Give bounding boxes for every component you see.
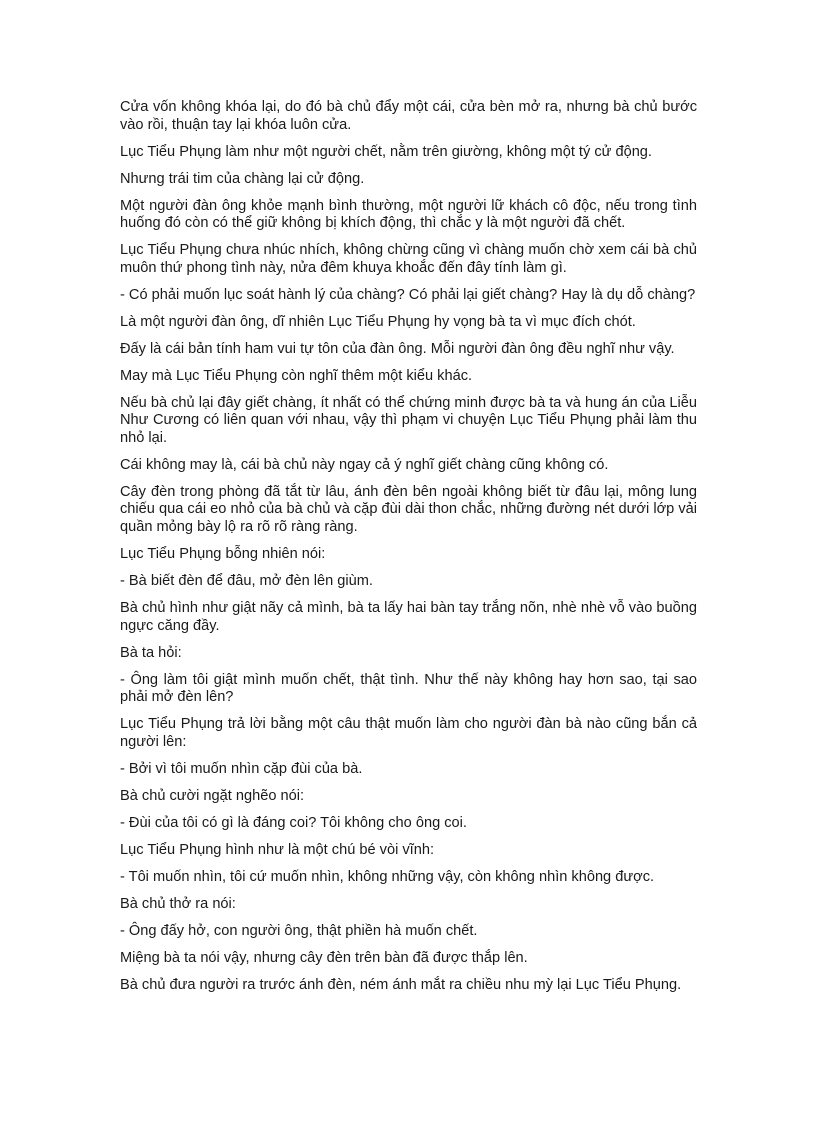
paragraph: Bà chủ cười ngặt nghẽo nói: xyxy=(120,787,305,804)
paragraph: May mà Lục Tiểu Phụng còn nghĩ thêm một kiểu khác. xyxy=(120,367,473,384)
paragraph: - Ông làm tôi giật mình muốn chết, thật tình. Như thế này không hay hơn sao, tại sao phải mở đèn lên? xyxy=(120,671,697,706)
paragraph: Nhưng trái tim của chàng lại cử động. xyxy=(120,170,365,187)
paragraph: Lục Tiểu Phụng bỗng nhiên nói: xyxy=(120,545,326,562)
paragraph: Là một người đàn ông, dĩ nhiên Lục Tiểu Phụng hy vọng bà ta vì mục đích chót. xyxy=(120,313,636,330)
paragraph: - Có phải muốn lục soát hành lý của chàng? Có phải lại giết chàng? Hay là dụ dỗ chàng? xyxy=(120,286,696,303)
paragraph: Cây đèn trong phòng đã tắt từ lâu, ánh đèn bên ngoài không biết từ đâu lại, mông lung chiếu qua cái eo nhỏ của bà chủ và cặp đùi dài thon chắc, những đường nét dưới lớp vải quần mỏng bày lộ ra rõ rõ ràng ràng. xyxy=(120,483,697,535)
paragraph: Lục Tiểu Phụng làm như một người chết, nằm trên giường, không một tý cử động. xyxy=(120,143,652,160)
paragraph: Bà chủ đưa người ra trước ánh đèn, ném ánh mắt ra chiều nhu mỳ lại Lục Tiểu Phụng. xyxy=(120,976,682,993)
paragraph: - Tôi muốn nhìn, tôi cứ muốn nhìn, không những vậy, còn không nhìn không được. xyxy=(120,868,655,885)
paragraph: - Ông đấy hở, con người ông, thật phiền hà muốn chết. xyxy=(120,922,478,939)
paragraph: - Bà biết đèn để đâu, mở đèn lên giùm. xyxy=(120,572,373,589)
paragraph: Đấy là cái bản tính ham vui tự tôn của đàn ông. Mỗi người đàn ông đều nghĩ như vậy. xyxy=(120,340,675,357)
paragraph: Lục Tiểu Phụng chưa nhúc nhích, không chừng cũng vì chàng muốn chờ xem cái bà chủ muôn thứ phong tình này, nửa đêm khuya khoắc đến đây tính làm gì. xyxy=(120,242,697,276)
paragraph: Lục Tiểu Phụng hình như là một chú bé vòi vĩnh: xyxy=(120,841,435,858)
paragraph: - Bởi vì tôi muốn nhìn cặp đùi của bà. xyxy=(120,760,363,777)
paragraph: Một người đàn ông khỏe mạnh bình thường, một người lữ khách cô độc, nếu trong tình huống đó còn có thể giữ không bị khích động, thì chắc y là một người đã chết. xyxy=(120,197,697,232)
document-page xyxy=(120,99,697,1004)
paragraph: Lục Tiểu Phụng trả lời bằng một câu thật muốn làm cho người đàn bà nào cũng bắn cả người lên: xyxy=(120,716,697,750)
paragraph: Bà ta hỏi: xyxy=(120,644,182,661)
paragraph: Bà chủ hình như giật nãy cả mình, bà ta lấy hai bàn tay trắng nõn, nhè nhè vỗ vào buồng ngực căng đầy. xyxy=(120,599,697,634)
paragraph: Nếu bà chủ lại đây giết chàng, ít nhất có thể chứng minh được bà ta và hung án của Liễu Như Cương có liên quan với nhau, vậy thì phạm vi chuyện Lục Tiểu Phụng phải làm thu nhỏ lại. xyxy=(120,394,697,446)
paragraph: Cửa vốn không khóa lại, do đó bà chủ đẩy một cái, cửa bèn mở ra, nhưng bà chủ bước vào rồi, thuận tay lại khóa luôn cửa. xyxy=(120,99,697,133)
paragraph: Bà chủ thở ra nói: xyxy=(120,895,236,912)
paragraph: Miệng bà ta nói vậy, nhưng cây đèn trên bàn đã được thắp lên. xyxy=(120,949,528,966)
paragraph: Cái không may là, cái bà chủ này ngay cả ý nghĩ giết chàng cũng không có. xyxy=(120,456,609,473)
paragraph: - Đùi của tôi có gì là đáng coi? Tôi không cho ông coi. xyxy=(120,814,467,831)
